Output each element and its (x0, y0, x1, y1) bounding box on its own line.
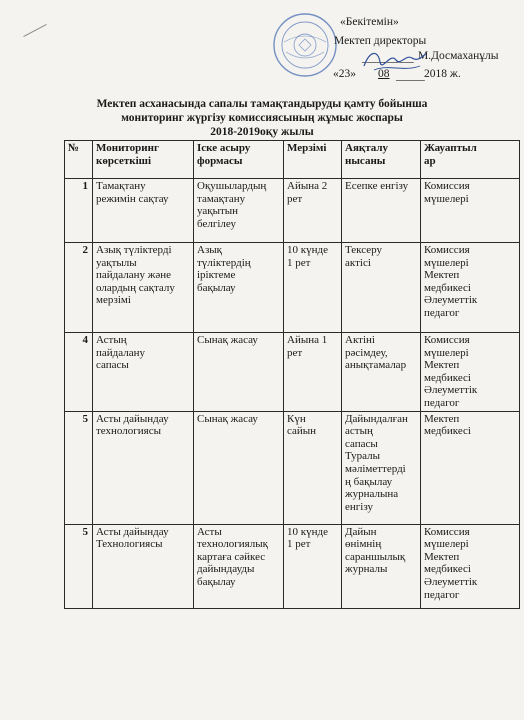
table-header (65, 141, 520, 179)
result-cell-line: Есепке енгізу (345, 180, 409, 192)
header-term (284, 141, 342, 179)
form-cell-line: іріктеме (197, 269, 236, 282)
header-responsible (421, 141, 520, 179)
row-number-cell: 5 (65, 524, 93, 608)
result-cell (342, 179, 421, 243)
responsible-cell-line: Мектеп (424, 412, 460, 425)
result-cell-line: өнімнің (345, 538, 382, 551)
term-cell-line: 10 күнде (287, 244, 328, 256)
header-result-line: Аяқталу (345, 142, 389, 154)
indicator-cell-line: Асты дайындау (96, 412, 169, 425)
term-cell-line: 1 рет (287, 538, 311, 551)
indicator-cell (93, 333, 194, 412)
indicator-cell-line: Астың (96, 334, 127, 346)
responsible-cell-line: мүшелері (424, 256, 469, 269)
result-cell-line: анықтамалар (345, 359, 407, 372)
indicator-cell-line: Тамақтану (96, 180, 146, 192)
official-stamp-icon (272, 12, 338, 78)
term-cell (284, 243, 342, 333)
result-cell-line: Дайындалған (345, 412, 408, 425)
form-cell-line: дайындауды (197, 563, 255, 576)
indicator-cell-line: пайдалану және (96, 269, 171, 282)
term-cell-line: Айына 2 (287, 180, 328, 192)
responsible-cell-line: Әлеуметтік (424, 294, 478, 307)
table-header-row (65, 141, 520, 179)
responsible-cell-line: Комиссия (424, 244, 470, 256)
result-cell-line: астың (345, 425, 373, 438)
header-form-line: Іске асыру (197, 142, 251, 154)
date-day: 23 (338, 68, 351, 80)
result-cell-line: енгізу (345, 500, 373, 513)
result-cell-line: рәсімдеу, (345, 346, 388, 359)
indicator-cell-line: Азық түліктерді (96, 244, 172, 256)
row-number-cell: 4 (65, 333, 93, 412)
term-cell-line: Күн (287, 412, 306, 425)
approval-heading: «Бекітемін» (340, 16, 399, 28)
result-cell (342, 333, 421, 412)
responsible-cell (421, 411, 520, 524)
document-title-line-3: 2018-2019оқу жылы (210, 126, 314, 138)
responsible-cell (421, 179, 520, 243)
indicator-cell-line: Асты дайындау (96, 525, 169, 538)
responsible-cell-line: мүшелері (424, 346, 469, 359)
responsible-cell-line: педагог (424, 588, 460, 601)
responsible-cell-line: медбикесі (424, 563, 471, 576)
result-cell (342, 243, 421, 333)
term-cell-line: 10 күнде (287, 525, 328, 538)
responsible-cell-line: медбикесі (424, 371, 471, 384)
indicator-cell-line: режимін сақтау (96, 192, 169, 205)
header-form (194, 141, 284, 179)
term-cell (284, 411, 342, 524)
responsible-cell-line: педагог (424, 306, 460, 319)
responsible-cell-line: педагог (424, 396, 460, 409)
form-cell (194, 524, 284, 608)
document-title-line-1: Мектеп асханасында сапалы тамақтандыруды қамту бойынша (96, 98, 428, 110)
header-result-line: нысаны (345, 154, 386, 167)
result-cell-line: ң бақылау (345, 475, 393, 488)
form-cell-line: бақылау (197, 281, 236, 294)
form-cell-line: тамақтану (197, 192, 246, 205)
indicator-cell (93, 179, 194, 243)
responsible-cell-line: Мектеп (424, 359, 460, 372)
header-indicator-line: көрсеткіші (96, 154, 151, 167)
result-cell-line: мәліметтерді (345, 462, 406, 475)
form-cell (194, 411, 284, 524)
form-cell-line: түліктердің (197, 256, 251, 269)
result-cell-line: журналына (345, 488, 399, 501)
header-number (65, 141, 93, 179)
form-cell (194, 179, 284, 243)
responsible-cell (421, 243, 520, 333)
indicator-cell-line: пайдалану (96, 346, 145, 359)
form-cell-line: бақылау (197, 575, 236, 588)
approval-date-day: «23» (333, 68, 356, 80)
indicator-cell-line: технологиясы (96, 425, 162, 438)
form-cell-line: Сынақ жасау (197, 334, 258, 346)
header-responsible-line: ар (424, 154, 436, 167)
approval-signer: М.Досмаханұлы (418, 50, 499, 62)
form-cell-line: технологиялық (197, 538, 268, 551)
responsible-cell-line: Комиссия (424, 334, 470, 346)
term-cell-line: сайын (287, 425, 317, 438)
header-indicator-line: Мониторинг (96, 142, 159, 154)
result-cell (342, 411, 421, 524)
indicator-cell-line: олардың сақталу (96, 281, 175, 294)
form-cell (194, 333, 284, 412)
result-cell-line: актісі (345, 256, 371, 269)
result-cell (342, 524, 421, 608)
responsible-cell-line: Комиссия (424, 180, 470, 192)
row-number-cell: 5 (65, 411, 93, 524)
result-cell-line: сараншылық (345, 550, 406, 563)
row-number-cell: 2 (65, 243, 93, 333)
term-cell-line: рет (287, 192, 303, 205)
term-cell (284, 333, 342, 412)
form-cell-line: Сынақ жасау (197, 412, 258, 425)
date-underline: _____ (396, 70, 425, 82)
responsible-cell-line: Мектеп (424, 550, 460, 563)
form-cell-line: картаға сәйкес (197, 550, 266, 563)
indicator-cell-line: уақтылы (96, 256, 137, 269)
responsible-cell-line: Комиссия (424, 525, 470, 538)
indicator-cell-line: мерзімі (96, 294, 131, 307)
document-title-line-2: мониторинг жүргізу комиссиясының жұмыс жоспары (121, 112, 403, 124)
form-cell-line: уақытын (197, 205, 239, 218)
header-form-line: формасы (197, 154, 243, 167)
result-cell-line: Тексеру (345, 244, 383, 256)
table-row (65, 524, 520, 608)
table-body (65, 179, 520, 609)
result-cell-line: Дайын (345, 525, 377, 538)
result-cell-line: Актіні (345, 334, 375, 346)
responsible-cell-line: мүшелері (424, 538, 469, 551)
term-cell-line: Айына 1 (287, 334, 328, 346)
result-cell-line: Туралы (345, 450, 381, 463)
table-row (65, 243, 520, 333)
approval-date-year: 2018 ж. (424, 68, 461, 80)
term-cell-line: рет (287, 346, 303, 359)
table-row (65, 411, 520, 524)
table-row (65, 179, 520, 243)
header-number-line: № (68, 142, 80, 154)
form-cell-line: Оқушылардың (197, 180, 267, 192)
header-result (342, 141, 421, 179)
responsible-cell-line: медбикесі (424, 425, 471, 438)
form-cell-line: Азық (197, 244, 223, 256)
responsible-cell (421, 524, 520, 608)
approval-date-month: 08 (378, 68, 390, 80)
responsible-cell-line: мүшелері (424, 192, 469, 205)
form-cell (194, 243, 284, 333)
table-row (65, 333, 520, 412)
indicator-cell (93, 524, 194, 608)
approval-position: Мектеп директоры (334, 35, 427, 47)
indicator-cell-line: Технологиясы (96, 538, 163, 551)
form-cell-line: Асты (197, 525, 222, 538)
header-term-line: Мерзімі (287, 142, 327, 154)
term-cell (284, 179, 342, 243)
form-cell-line: белгілеу (197, 217, 236, 230)
row-number-cell: 1 (65, 179, 93, 243)
header-responsible-line: Жауаптыл (424, 142, 477, 154)
responsible-cell-line: Әлеуметтік (424, 384, 478, 397)
responsible-cell-line: Әлеуметтік (424, 575, 478, 588)
indicator-cell (93, 243, 194, 333)
indicator-cell (93, 411, 194, 524)
approval-block (0, 0, 524, 90)
signature-line: _________ (362, 52, 414, 64)
indicator-cell-line: сапасы (96, 359, 129, 372)
term-cell-line: 1 рет (287, 256, 311, 269)
responsible-cell-line: Мектеп (424, 269, 460, 282)
responsible-cell-line: медбикесі (424, 281, 471, 294)
responsible-cell (421, 333, 520, 412)
result-cell-line: журналы (345, 563, 388, 576)
term-cell (284, 524, 342, 608)
result-cell-line: сапасы (345, 437, 378, 450)
monitoring-plan-table (64, 140, 520, 609)
handwritten-signature (360, 42, 430, 76)
header-indicator (93, 141, 194, 179)
